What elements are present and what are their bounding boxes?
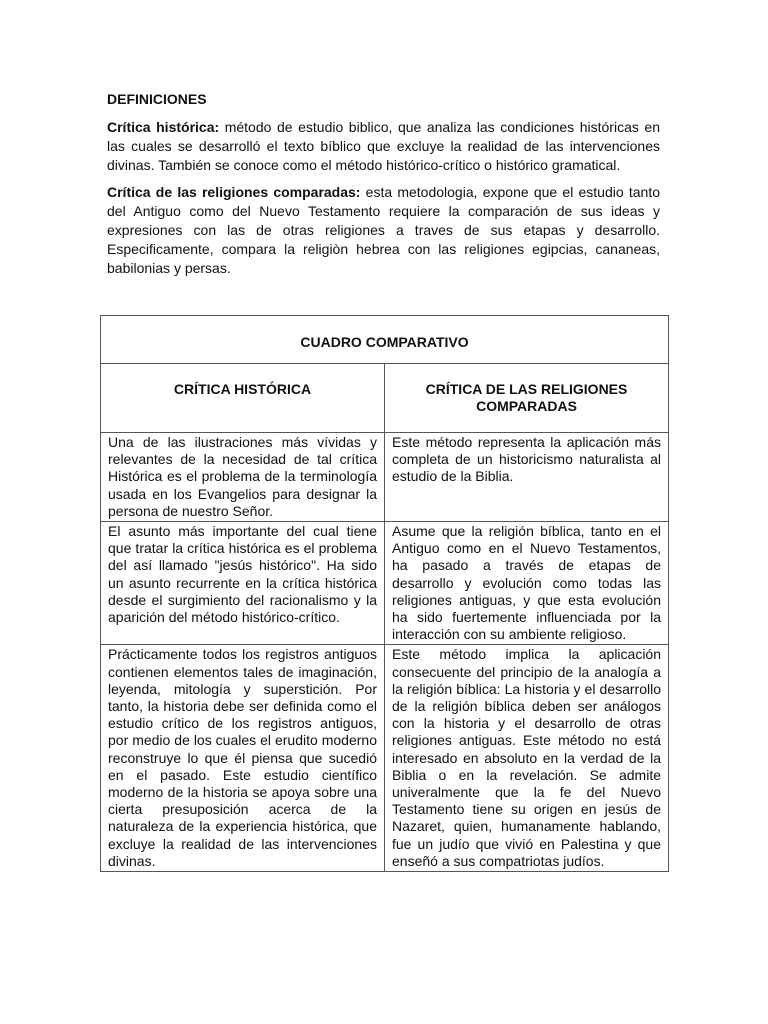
definition-term: Crítica histórica: <box>107 119 220 135</box>
table-header-row <box>101 364 669 433</box>
definition-term: Crítica de las religiones comparadas: <box>107 184 361 200</box>
table-row <box>101 433 669 522</box>
definition-text: esta metodologia, expone que el estudio tanto del Antiguo como del Nuevo Testamento requiere la comparación de sus ideas y expresiones con las de otras religiones a traves de sus etapas y desarrollo. Especificamente, compara la religiòn hebrea con las religiones egipcias, cananeas, babilonias y persas. <box>107 184 660 276</box>
table-cell: Este método representa la aplicación más completa de un historicismo naturalista al estudio de la Biblia. <box>385 433 669 522</box>
table-row <box>101 645 669 872</box>
table-cell: Una de las ilustraciones más vívidas y relevantes de la necesidad de tal crítica Histórica es el problema de la terminología usada en los Evangelios para designar la persona de nuestro Señor. <box>101 433 385 522</box>
table-cell: Prácticamente todos los registros antiguos contienen elementos tales de imaginación, leyenda, mitología y superstición. Por tanto, la historia debe ser definida como el estudio crítico de los registros antiguos, por medio de los cuales el erudito moderno reconstruye lo que él piensa que sucedió en el pasado. Este estudio científico moderno de la historia se apoya sobre una cierta presuposición acerca de la naturaleza de la experiencia histórica, que excluye la realidad de las intervenciones divinas. <box>101 645 385 872</box>
comparison-table <box>100 315 669 872</box>
document-body <box>107 90 660 286</box>
table-cell: El asunto más importante del cual tiene que tratar la crítica histórica es el problema del así llamado "jesús histórico". Ha sido un asunto recurrente en la crítica histórica desde el surgimiento del racionalismo y la aparición del método histórico-crítico. <box>101 522 385 645</box>
table-title: CUADRO COMPARATIVO <box>101 316 669 364</box>
table-title-row <box>101 316 669 364</box>
definition-critica-historica <box>107 118 660 175</box>
table-cell: Este método implica la aplicación consecuente del principio de la analogía a la religión bíblica: La historia y el desarrollo de la religión bíblica deben ser análogos con la historia y el desarrollo de otras religiones antiguas. Este método no está interesado en absoluto en la verdad de la Biblia o en la revelación. Se admite univeralmente que la fe del Nuevo Testamento tiene su origen en jesús de Nazaret, quien, humanamente hablando, fue un judío que vivió en Palestina y que enseñó a sus compatriotas judíos. <box>385 645 669 872</box>
definition-text: método de estudio biblico, que analiza las condiciones históricas en las cuales se desarrolló el texto bíblico que excluye la realidad de las intervenciones divinas. También se conoce como el método histórico-crítico o histórico gramatical. <box>107 119 660 173</box>
column-header-critica-historica: CRÍTICA HISTÓRICA <box>101 364 385 433</box>
section-heading: DEFINICIONES <box>107 91 207 107</box>
table-row <box>101 522 669 645</box>
table-cell: Asume que la religión bíblica, tanto en el Antiguo como en el Nuevo Testamentos, ha pasado a través de etapas de desarrollo y evolución como todas las religiones antiguas, y que esta evolución ha sido fuertemente influenciada por la interacción con su ambiente religioso. <box>385 522 669 645</box>
column-header-religiones-comparadas: CRÍTICA DE LAS RELIGIONES COMPARADAS <box>385 364 669 433</box>
definition-religiones-comparadas <box>107 183 660 278</box>
